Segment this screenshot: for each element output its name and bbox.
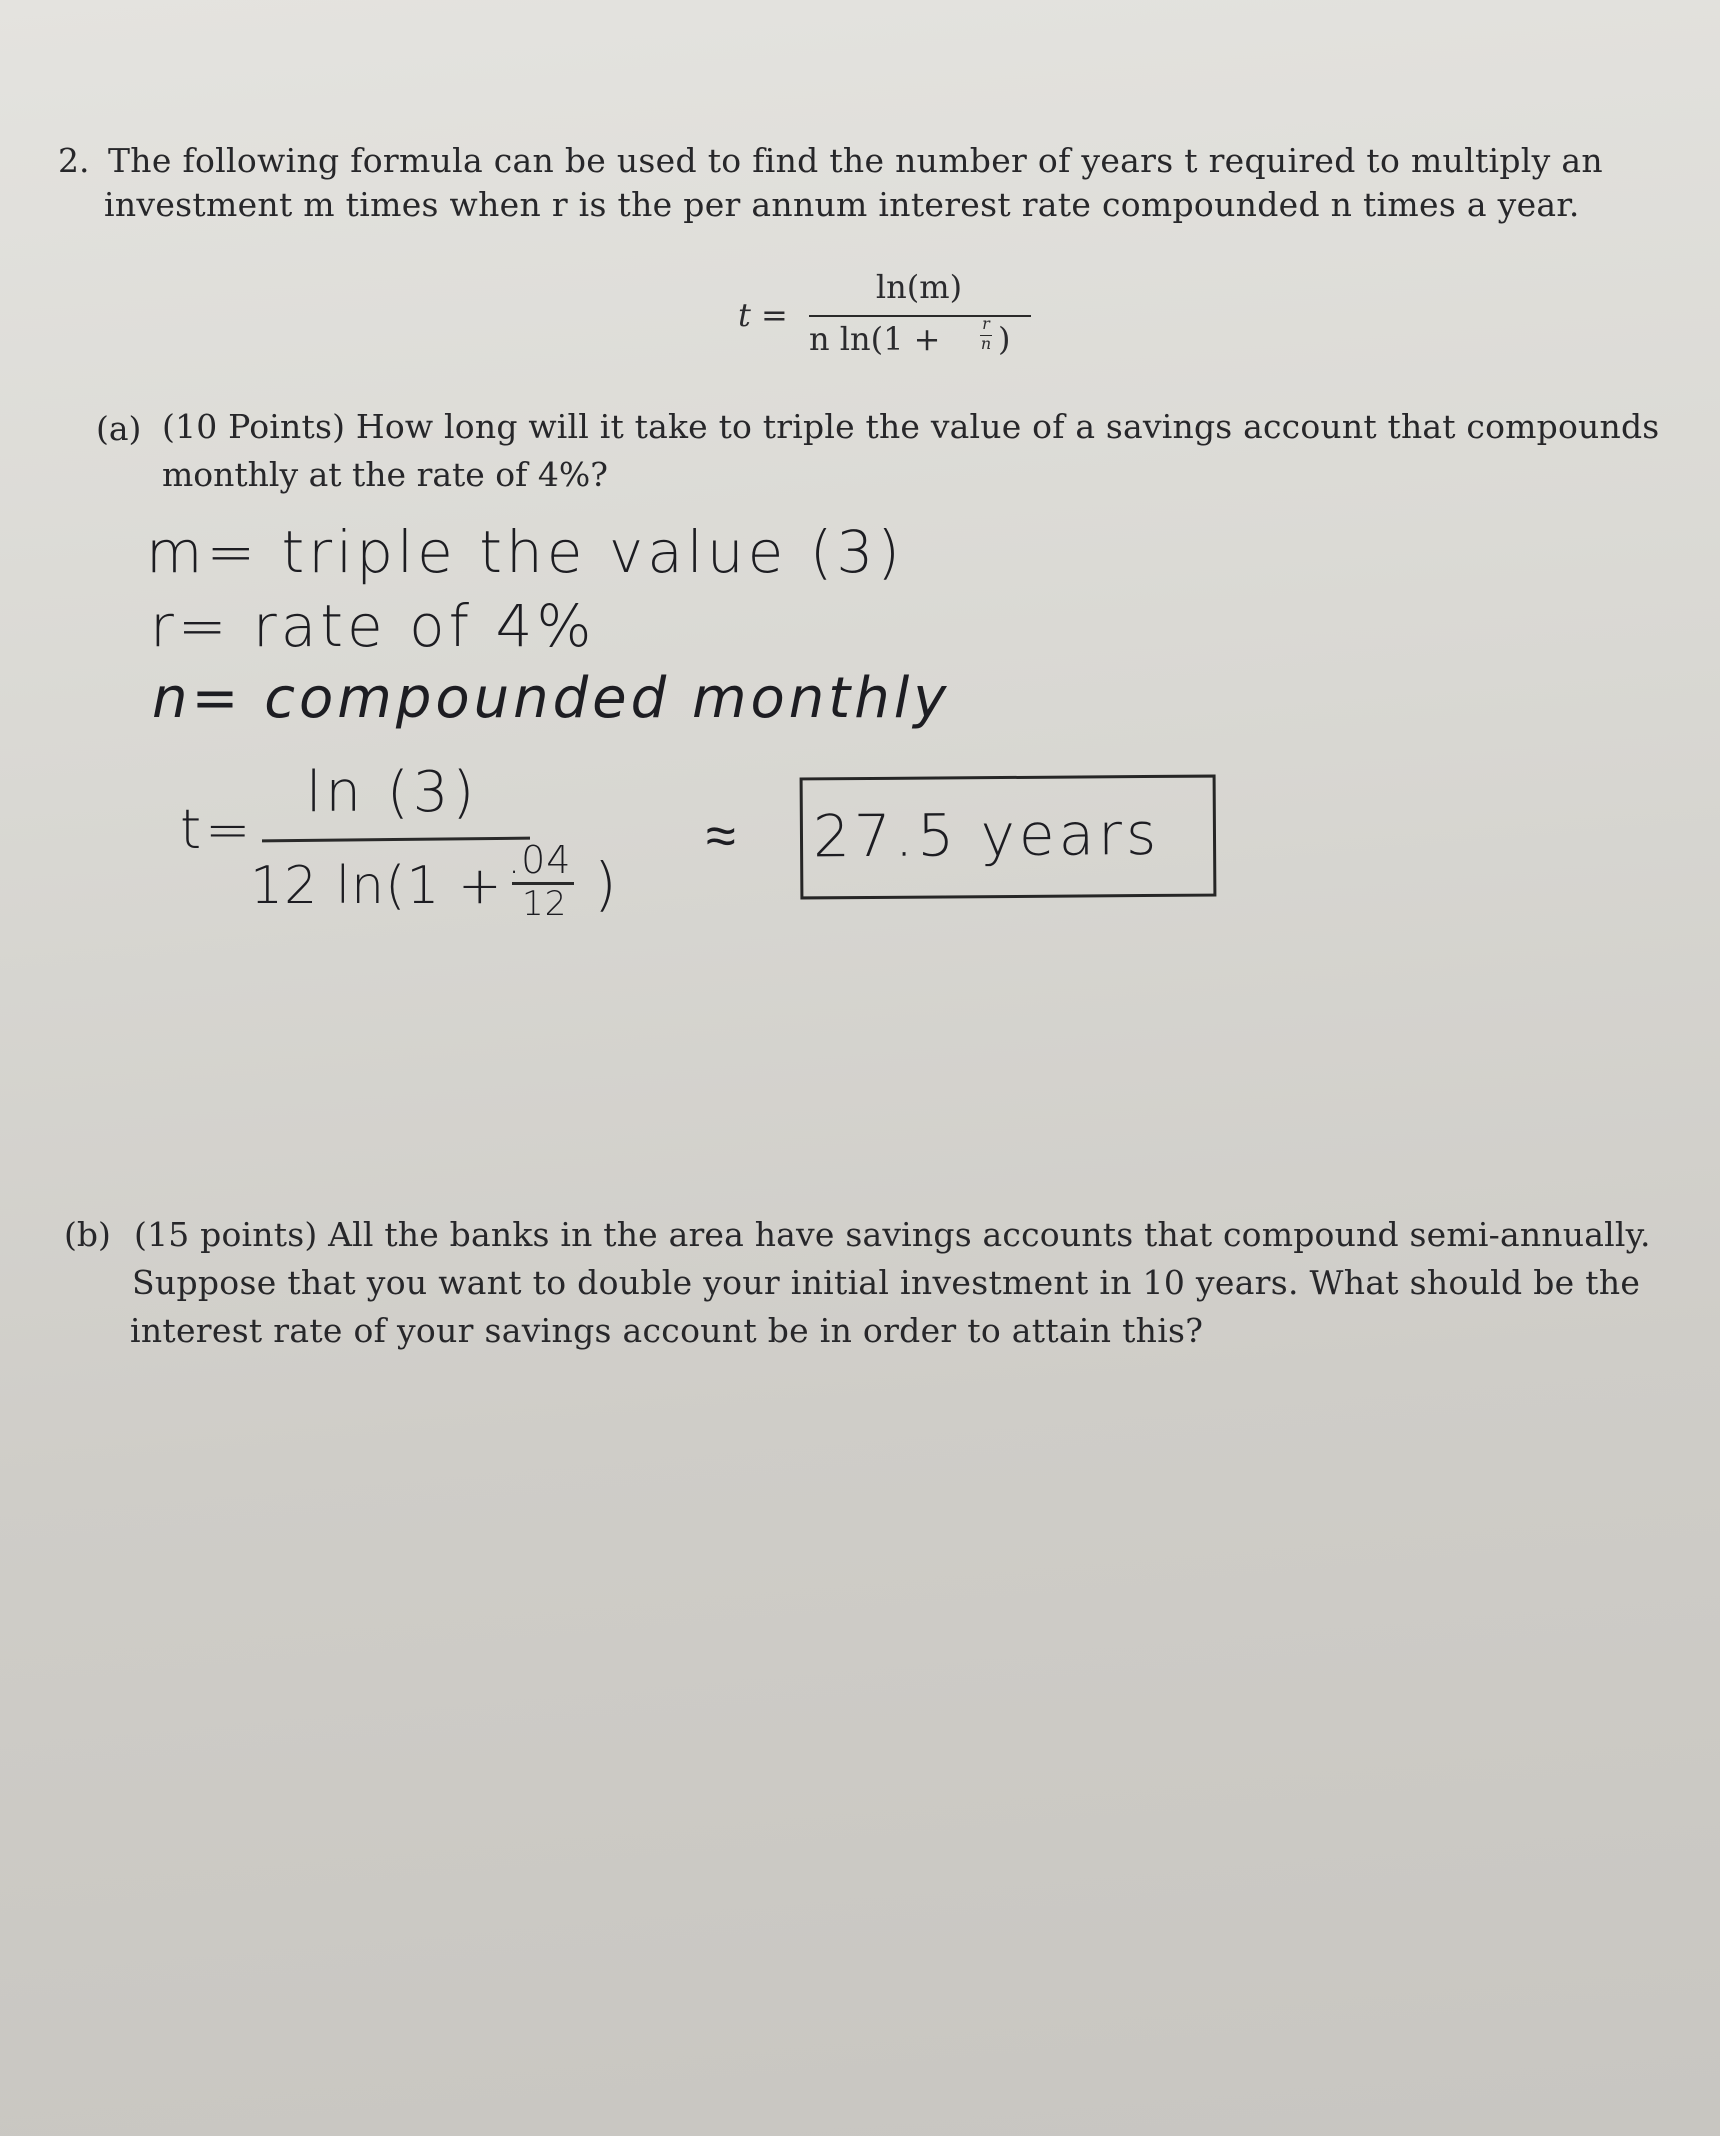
formula-numerator: ln(m) [875, 268, 963, 306]
part-b-label: (b) [64, 1215, 111, 1254]
question-intro-line1: The following formula can be used to find the number of years t required to multiply an [108, 141, 1603, 180]
formula-lhs: t = [738, 296, 788, 334]
question-number: 2. [58, 141, 90, 180]
formula-denominator-suffix: ) [998, 320, 1011, 358]
handwritten-small-frac-num: .04 [508, 838, 572, 882]
handwritten-t-denominator-prefix: 12 ln(1 + [250, 856, 503, 916]
handwritten-m-definition: m= triple the value (3) [146, 518, 904, 586]
handwritten-fraction-bar [262, 837, 530, 843]
handwritten-t-lhs: t= [180, 798, 255, 861]
handwritten-r-definition: r= rate of 4% [150, 592, 596, 660]
handwritten-t-numerator: ln (3) [306, 760, 479, 825]
part-a-label: (a) [96, 409, 142, 448]
part-b-line3: interest rate of your savings account be in order to attain this? [130, 1311, 1204, 1350]
formula-denominator [809, 314, 1049, 370]
formula-small-frac-num: r [982, 314, 990, 333]
formula-fraction-bar [809, 315, 1031, 317]
formula-small-frac-den: n [980, 334, 992, 353]
part-a-line1: (10 Points) How long will it take to triple the value of a savings account that compounds [162, 407, 1660, 446]
handwritten-small-frac-den: 12 [522, 884, 568, 924]
answer-box [800, 775, 1217, 900]
handwritten-n-definition: n= compounded monthly [152, 666, 951, 731]
part-b-line1: (15 points) All the banks in the area have savings accounts that compound semi-annually. [134, 1215, 1651, 1254]
part-a-line2: monthly at the rate of 4%? [162, 455, 608, 494]
handwritten-t-denominator-suffix: ) [594, 850, 621, 918]
formula-denominator-prefix: n ln(1 + [809, 320, 941, 358]
question-intro-line2: investment m times when r is the per annum interest rate compounded n times a year. [104, 185, 1580, 224]
part-b-line2: Suppose that you want to double your initial investment in 10 years. What should be the [132, 1263, 1641, 1302]
formula [735, 268, 1015, 368]
handwritten-approx-symbol: ≈ [706, 804, 740, 867]
handwritten-answer: 27.5 years [812, 799, 1161, 871]
